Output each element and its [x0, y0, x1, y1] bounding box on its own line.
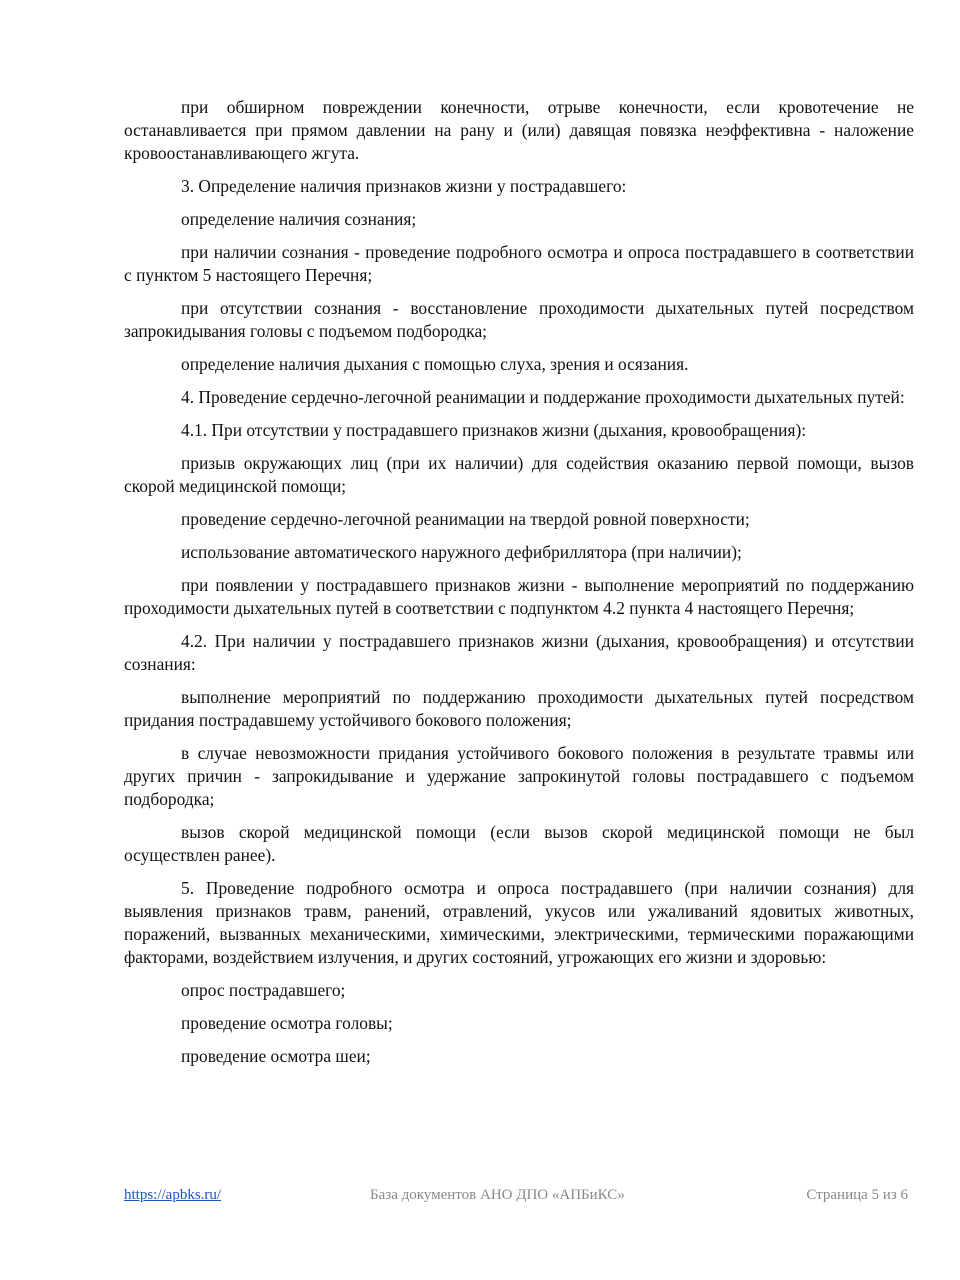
paragraph: определение наличия сознания; [181, 209, 417, 229]
paragraph: проведение осмотра шеи; [181, 1046, 371, 1066]
paragraph: проведение осмотра головы; [181, 1013, 393, 1033]
paragraph: при обширном повреждении конечности, отрыве конечности, если кровотечение не останавливается при прямом давлении на рану и (или) давящая повязка неэффективна - наложение кровоостанавливающего жгута. [124, 97, 914, 163]
footer-link[interactable]: https://apbks.ru/ [124, 1187, 222, 1203]
paragraph: опрос пострадавшего; [181, 980, 346, 1000]
document-body [124, 96, 914, 1078]
paragraph: 4.1. При отсутствии у пострадавшего признаков жизни (дыхания, кровообращения): [181, 420, 807, 440]
page-number: Страница 5 из 6 [806, 1187, 908, 1203]
paragraph: 3. Определение наличия признаков жизни у пострадавшего: [181, 176, 627, 196]
paragraph: определение наличия дыхания с помощью слуха, зрения и осязания. [181, 354, 689, 374]
paragraph: использование автоматического наружного дефибриллятора (при наличии); [181, 542, 742, 562]
page-footer [124, 1187, 908, 1207]
paragraph: при наличии сознания - проведение подробного осмотра и опроса пострадавшего в соответствии с пунктом 5 настоящего Перечня; [124, 242, 914, 285]
footer-source: База документов АНО ДПО «АПБиКС» [370, 1187, 625, 1203]
paragraph: 4. Проведение сердечно-легочной реанимации и поддержание проходимости дыхательных путей: [181, 387, 905, 407]
paragraph: выполнение мероприятий по поддержанию проходимости дыхательных путей посредством придания пострадавшему устойчивого бокового положения; [124, 687, 914, 730]
paragraph: в случае невозможности придания устойчивого бокового положения в результате травмы или других причин - запрокидывание и удержание запрокинутой головы пострадавшего с подъемом подбородка; [124, 743, 914, 809]
paragraph: проведение сердечно-легочной реанимации на твердой ровной поверхности; [181, 509, 750, 529]
paragraph: призыв окружающих лиц (при их наличии) для содействия оказанию первой помощи, вызов скорой медицинской помощи; [124, 453, 914, 496]
paragraph: 4.2. При наличии у пострадавшего признаков жизни (дыхания, кровообращения) и отсутствии сознания: [124, 631, 914, 674]
paragraph: 5. Проведение подробного осмотра и опроса пострадавшего (при наличии сознания) для выявления признаков травм, ранений, отравлений, укусов или ужаливаний ядовитых животных, поражений, вызванных механическими, химическими, электрическими, термическими поражающими факторами, воздействием излучения, и других состояний, угрожающих его жизни и здоровью: [124, 878, 914, 967]
paragraph: при отсутствии сознания - восстановление проходимости дыхательных путей посредством запрокидывания головы с подъемом подбородка; [124, 298, 914, 341]
paragraph: при появлении у пострадавшего признаков жизни - выполнение мероприятий по поддержанию проходимости дыхательных путей в соответствии с подпунктом 4.2 пункта 4 настоящего Перечня; [124, 575, 914, 618]
paragraph: вызов скорой медицинской помощи (если вызов скорой медицинской помощи не был осуществлен ранее). [124, 822, 914, 865]
